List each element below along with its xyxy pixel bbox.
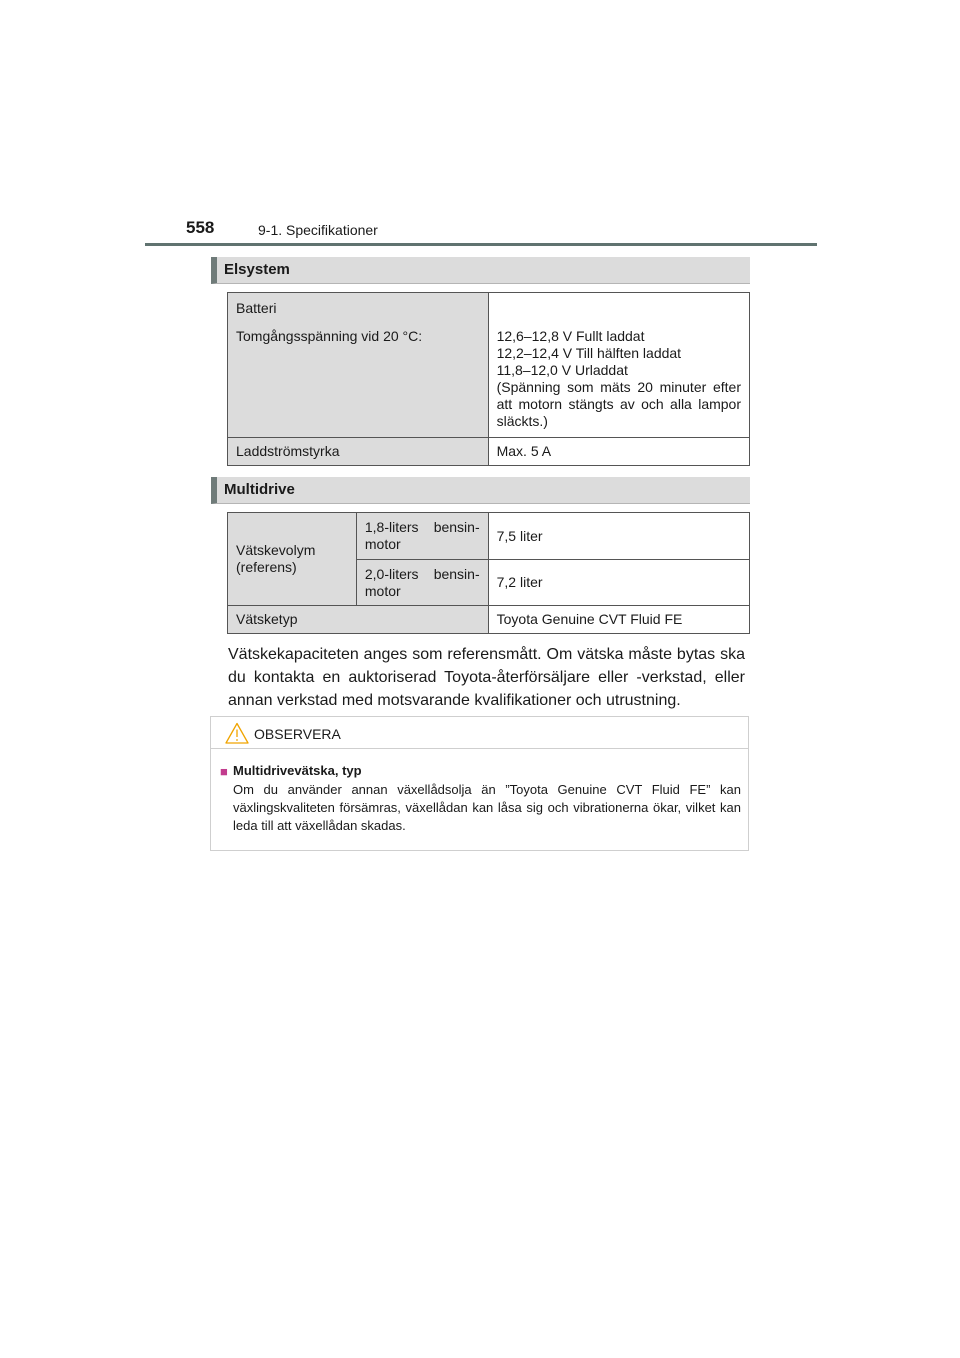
volume-label: Vätskevolym (referens) — [228, 513, 357, 606]
engine-cell — [356, 560, 488, 606]
reference-paragraph: Vätskekapaciteten anges som referensmått. Om vätska måste bytas ska du kontakta en auktoriserad Toyota-återförsäljare eller -verkstad, eller annan verkstad med motsvarande kvalifikationer och utrustning. — [228, 646, 745, 709]
idle-voltage-note: (Spänning som mäts 20 minuter efter att motorn stängts av och alla lampor släckts.) — [496, 379, 741, 429]
idle-voltage-full: 12,6–12,8 V Fullt laddat — [496, 328, 645, 344]
fluid-type-label: Vätsketyp — [228, 606, 489, 634]
bullet-square-icon: ■ — [220, 764, 228, 779]
battery-label: Batteri — [236, 300, 277, 316]
warning-icon — [225, 722, 249, 744]
notice-box — [210, 716, 749, 851]
idle-voltage-empty: 11,8–12,0 V Urladdat — [496, 362, 628, 378]
table-row — [228, 513, 750, 560]
engine-label: 1,8-liters bensin-motor — [364, 519, 480, 552]
elsystem-table — [227, 292, 750, 466]
idle-voltage-label: Tomgångsspänning vid 20 °C: — [236, 328, 423, 344]
header-rule — [145, 243, 817, 246]
notice-subtitle: Multidrivevätska, typ — [233, 763, 362, 778]
idle-voltage-half: 12,2–12,4 V Till hälften laddat — [496, 345, 682, 361]
chapter-title: 9-1. Specifikationer — [258, 222, 378, 238]
engine-label: 2,0-liters bensin-motor — [364, 565, 480, 599]
section-title-elsystem: Elsystem — [224, 261, 290, 278]
table-row — [228, 293, 750, 438]
section-title-multidrive: Multidrive — [224, 481, 295, 498]
fluid-type-value: Toyota Genuine CVT Fluid FE — [488, 606, 749, 634]
volume-value: 7,5 liter — [488, 513, 749, 560]
idle-voltage-cell — [488, 293, 749, 438]
charge-current-label: Laddströmstyrka — [228, 438, 489, 466]
notice-title: OBSERVERA — [254, 726, 341, 742]
multidrive-table — [227, 512, 750, 634]
charge-current-value: Max. 5 A — [488, 438, 749, 466]
page-number: 558 — [186, 218, 215, 237]
notice-body: Om du använder annan växellådsolja än ”Toyota Genuine CVT Fluid FE” kan växlingskvaliteten försämras, växellådan kan låsa sig och vibrationerna ökar, vilket kan leda till att växellådan skadas. — [233, 782, 741, 833]
notice-header — [211, 717, 748, 749]
section-header-elsystem — [211, 257, 750, 284]
volume-value: 7,2 liter — [488, 560, 749, 606]
table-row — [228, 438, 750, 466]
table-row — [228, 606, 750, 634]
battery-label-cell — [228, 293, 489, 438]
section-header-multidrive — [211, 477, 750, 504]
engine-cell — [356, 513, 488, 560]
